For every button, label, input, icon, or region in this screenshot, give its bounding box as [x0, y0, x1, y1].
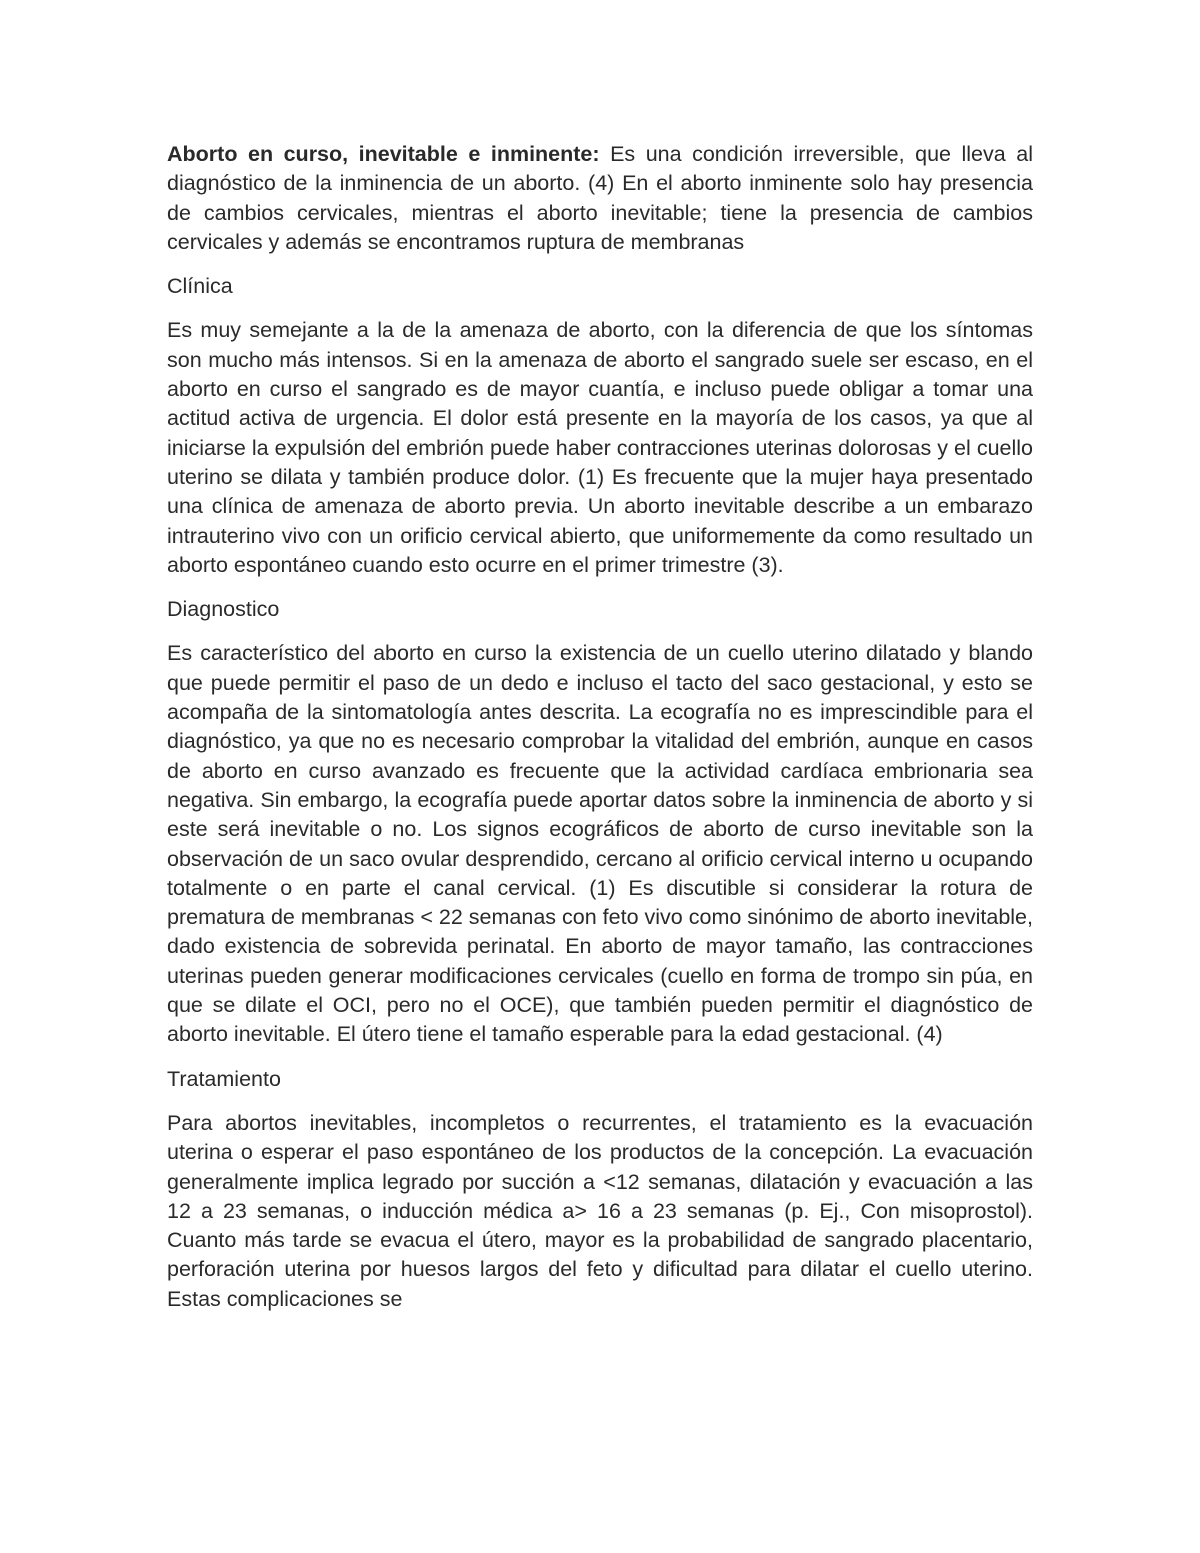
section-body-clinica: Es muy semejante a la de la amenaza de aborto, con la diferencia de que los síntomas son mucho más intensos. Si en la amenaza de aborto el sangrado suele ser escaso, en el aborto en curso el sangrado es de mayor cuantía, e incluso puede obligar a tomar una actitud activa de urgencia. El dolor está presente en la mayoría de los casos, ya que al iniciarse la expulsión del embrión puede haber contracciones uterinas dolorosas y el cuello uterino se dilata y también produce dolor. (1) Es frecuente que la mujer haya presentado una clínica de amenaza de aborto previa. Un aborto inevitable describe a un embarazo intrauterino vivo con un orificio cervical abierto, que uniformemente da como resultado un aborto espontáneo cuando esto ocurre en el primer trimestre (3).	[167, 318, 1033, 577]
document-body	[167, 140, 1033, 1329]
section-heading-diagnostico: Diagnostico	[167, 597, 280, 622]
intro-paragraph	[167, 140, 1033, 257]
section-body-tratamiento: Para abortos inevitables, incompletos o recurrentes, el tratamiento es la evacuación uterina o esperar el paso espontáneo de los productos de la concepción. La evacuación generalmente implica legrado por succión a <12 semanas, dilatación y evacuación a las 12 a 23 semanas, o inducción médica a> 16 a 23 semanas (p. Ej., Con misoprostol). Cuanto más tarde se evacua el útero, mayor es la probabilidad de sangrado placentario, perforación uterina por huesos largos del feto y dificultad para dilatar el cuello uterino. Estas complicaciones se	[167, 1110, 1033, 1311]
section-body-diagnostico: Es característico del aborto en curso la existencia de un cuello uterino dilatado y blando que puede permitir el paso de un dedo e incluso el tacto del saco gestacional, y esto se acompaña de la sintomatología antes descrita. La ecografía no es imprescindible para el diagnóstico, ya que no es necesario comprobar la vitalidad del embrión, aunque en casos de aborto en curso avanzado es frecuente que la actividad cardíaca embrionaria sea negativa. Sin embargo, la ecografía puede aportar datos sobre la inminencia de aborto y si este será inevitable o no. Los signos ecográficos de aborto de curso inevitable son la observación de un saco ovular desprendido, cercano al orificio cervical interno u ocupando totalmente o en parte el canal cervical. (1) Es discutible si considerar la rotura de prematura de membranas < 22 semanas con feto vivo como sinónimo de aborto inevitable, dado existencia de sobrevida perinatal. En aborto de mayor tamaño, las contracciones uterinas pueden generar modificaciones cervicales (cuello en forma de trompo sin púa, en que se dilate el OCI, pero no el OCE), que también pueden permitir el diagnóstico de aborto inevitable. El útero tiene el tamaño esperable para la edad gestacional. (4)	[167, 641, 1033, 1047]
section-heading-clinica: Clínica	[167, 274, 233, 299]
intro-label: Aborto en curso, inevitable e inminente:	[167, 142, 600, 166]
intro-text: Es una condición irreversible, que lleva al diagnóstico de la inminencia de un aborto. (4) En el aborto inminente solo hay presencia de cambios cervicales, mientras el aborto inevitable; tiene la presencia de cambios cervicales y además se encontramos ruptura de membranas	[167, 142, 1033, 254]
section-heading-tratamiento: Tratamiento	[167, 1066, 281, 1091]
